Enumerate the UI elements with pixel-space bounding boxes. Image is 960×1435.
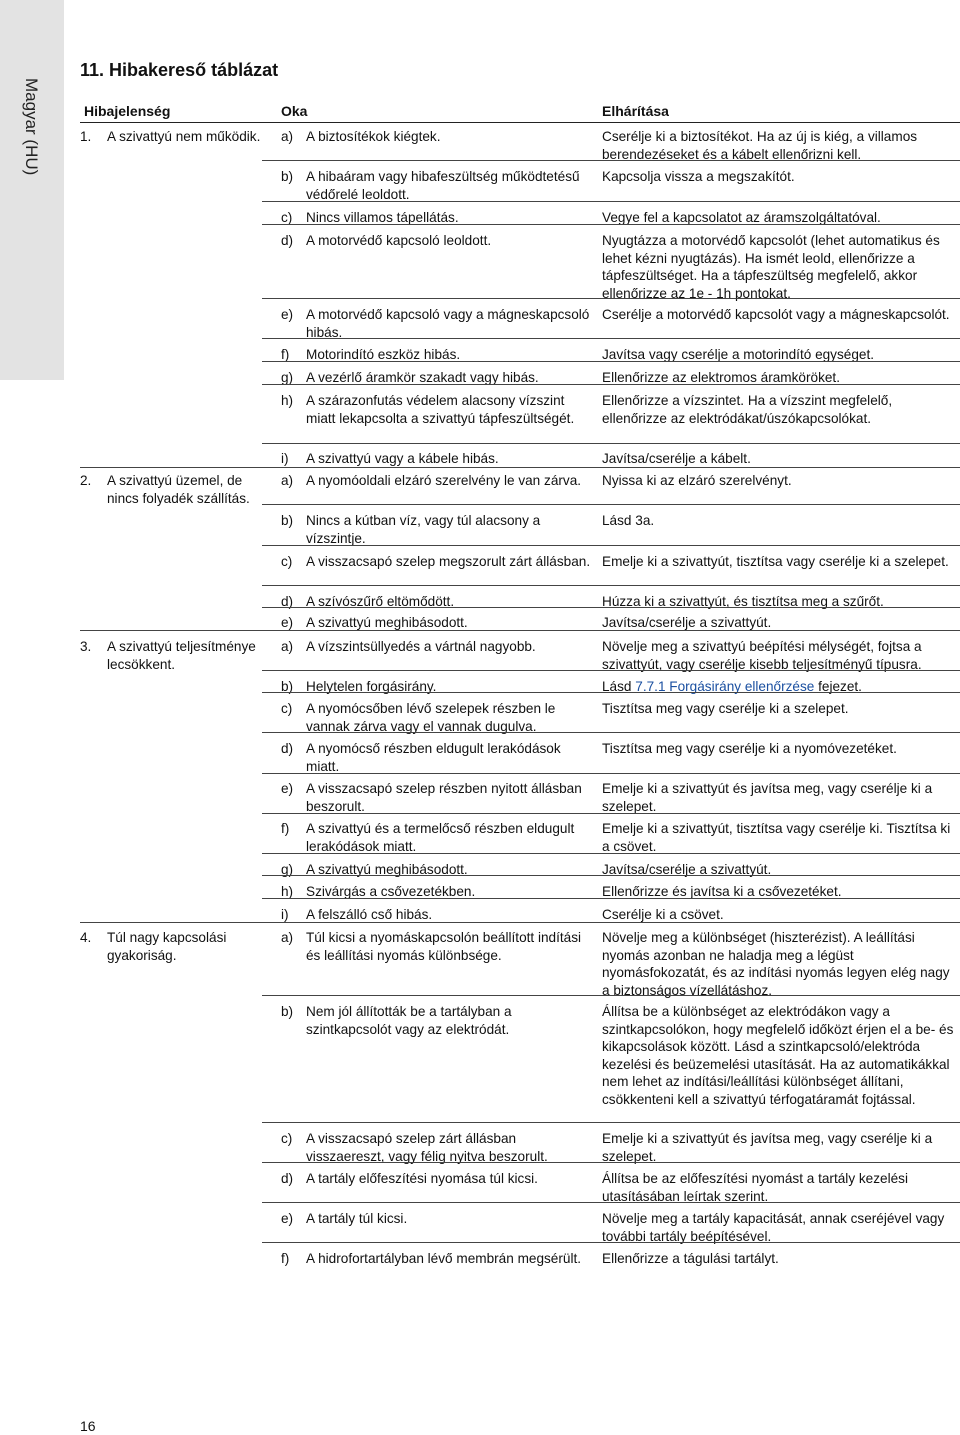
item-cause: A vezérlő áramkör szakadt vagy hibás.: [306, 370, 539, 385]
item-letter: i): [281, 451, 289, 466]
item-letter: d): [281, 1171, 294, 1186]
item-cause: A szívószűrő eltömődött.: [306, 594, 455, 609]
item-divider: [262, 607, 960, 608]
item-cause: A motorvédő kapcsoló vagy a mágneskapcsoló hibás.: [306, 307, 590, 340]
group-divider: [80, 467, 960, 468]
item-cause: A visszacsapó szelep megszorult zárt állásban.: [306, 554, 591, 569]
item-cause: A felszálló cső hibás.: [306, 907, 433, 922]
item-letter: b): [281, 1004, 294, 1019]
symptom-text: A szivattyú üzemel, de nincs folyadék szállítás.: [107, 473, 250, 506]
item-divider: [262, 1162, 960, 1163]
header-symptom: Hibajelenség: [84, 103, 171, 119]
item-letter: b): [281, 679, 294, 694]
item-remedy: Nyissa ki az elzáró szerelvényt.: [602, 473, 792, 488]
item-cause: A tartály előfeszítési nyomása túl kicsi.: [306, 1171, 538, 1186]
item-divider: [262, 773, 960, 774]
language-side-tab: [0, 0, 64, 380]
section-link[interactable]: 7.7.1 Forgásirány ellenőrzése: [635, 679, 815, 694]
symptom-text: A szivattyú nem működik.: [107, 129, 261, 144]
item-divider: [262, 995, 960, 996]
item-remedy: Húzza ki a szivattyút, és tisztítsa meg a szűrőt.: [602, 594, 884, 609]
item-cause: A szivattyú és a termelőcső részben eldugult lerakódások miatt.: [306, 821, 575, 854]
item-cause: A hidrofortartályban lévő membrán megsérült.: [306, 1251, 582, 1266]
item-remedy: Ellenőrizze az elektromos áramköröket.: [602, 370, 840, 385]
item-letter: a): [281, 129, 294, 144]
item-letter: b): [281, 169, 294, 184]
item-letter: e): [281, 1211, 294, 1226]
item-cause: A visszacsapó szelep részben nyitott állásban beszorult.: [306, 781, 582, 814]
item-letter: a): [281, 930, 294, 945]
page-title: 11. Hibakereső táblázat: [80, 60, 279, 80]
item-divider: [262, 384, 960, 385]
item-cause: A nyomóoldali elzáró szerelvény le van zárva.: [306, 473, 582, 488]
item-remedy: Cserélje a motorvédő kapcsolót vagy a mágneskapcsolót.: [602, 307, 950, 322]
item-letter: a): [281, 473, 294, 488]
item-letter: g): [281, 862, 294, 877]
item-remedy: Állítsa be a különbséget az elektródákon vagy a szintkapcsolókon, hogy megfelelő időközt érjen el a be- és kikapcsolások között. Lásd a szintkapcsoló/elektróda kezelési és beüzemelési utasítását. Ha az automatikákkal nem lehet az indítási/leállítási különbséget állítani, csökkenteni kell a szivattyú térfogatáramát fojtással.: [602, 1004, 954, 1107]
item-cause: A szivattyú meghibásodott.: [306, 862, 468, 877]
item-divider: [262, 338, 960, 339]
item-letter: d): [281, 741, 294, 756]
language-label: Magyar (HU): [22, 78, 41, 176]
symptom-text: Túl nagy kapcsolási gyakoriság.: [107, 930, 227, 963]
item-remedy: Ellenőrizze és javítsa ki a csővezetéket.: [602, 884, 842, 899]
item-divider: [262, 298, 960, 299]
item-divider: [262, 1202, 960, 1203]
item-letter: e): [281, 615, 294, 630]
item-remedy: Emelje ki a szivattyút és javítsa meg, vagy cserélje ki a szelepet.: [602, 781, 933, 814]
item-remedy: Tisztítsa meg vagy cserélje ki a szelepet.: [602, 701, 849, 716]
item-remedy: Javítsa vagy cserélje a motorindító egységet.: [602, 347, 875, 362]
item-remedy: Állítsa be az előfeszítési nyomást a tartály kezelési utasításában leírtak szerint.: [602, 1171, 908, 1204]
symptom-number: 1.: [80, 129, 92, 144]
item-cause: Motorindító eszköz hibás.: [306, 347, 461, 362]
item-letter: e): [281, 781, 294, 796]
item-remedy: Nyugtázza a motorvédő kapcsolót (lehet automatikus és lehet kézni nyugtázás). Ha ismét leold, ellenőrizze a tápfeszültséget. Ha a tápfeszültség megfelelő, akkor ellenőrizze az 1e - 1h pontokat.: [602, 233, 940, 301]
item-divider: [262, 692, 960, 693]
item-letter: f): [281, 347, 290, 362]
item-cause: Nincs a kútban víz, vagy túl alacsony a vízszintje.: [306, 513, 541, 546]
item-remedy: Lásd 3a.: [602, 513, 655, 528]
item-letter: c): [281, 701, 293, 716]
item-cause: A visszacsapó szelep zárt állásban visszaereszt, vagy félig nyitva beszorult.: [306, 1131, 548, 1164]
item-cause: A nyomócsőben lévő szelepek részben le vannak zárva vagy el vannak dugulva.: [306, 701, 556, 734]
page-number: 16: [80, 1418, 96, 1434]
item-divider: [262, 875, 960, 876]
item-remedy: Ellenőrizze a vízszintet. Ha a vízszint megfelelő, ellenőrizze az elektródákat/úszókapcsolókat.: [602, 393, 893, 426]
item-divider: [262, 160, 960, 161]
item-divider: [262, 361, 960, 362]
item-divider: [262, 732, 960, 733]
item-cause: A szivattyú meghibásodott.: [306, 615, 468, 630]
group-divider: [80, 922, 960, 923]
remedy-prefix: Lásd: [602, 679, 636, 694]
item-letter: c): [281, 210, 293, 225]
symptom-number: 4.: [80, 930, 92, 945]
item-letter: f): [281, 1251, 290, 1266]
item-letter: d): [281, 233, 294, 248]
item-cause: A biztosítékok kiégtek.: [306, 129, 441, 144]
item-divider: [262, 201, 960, 202]
item-cause: Szivárgás a csővezetékben.: [306, 884, 476, 899]
item-letter: h): [281, 393, 294, 408]
item-cause: Túl kicsi a nyomáskapcsolón beállított indítási és leállítási nyomás különbsége.: [306, 930, 582, 963]
item-remedy: Ellenőrizze a tágulási tartályt.: [602, 1251, 779, 1266]
item-letter: e): [281, 307, 294, 322]
item-remedy: Cserélje ki a csövet.: [602, 907, 724, 922]
item-letter: b): [281, 513, 294, 528]
item-remedy: Javítsa/cserélje a kábelt.: [602, 451, 751, 466]
item-divider: [262, 898, 960, 899]
item-remedy: Növelje meg a tartály kapacitását, annak cseréjével vagy további tartály beépítésével.: [602, 1211, 945, 1244]
item-divider: [262, 545, 960, 546]
item-cause: A vízszintsüllyedés a vártnál nagyobb.: [306, 639, 536, 654]
item-remedy: Kapcsolja vissza a megszakítót.: [602, 169, 795, 184]
item-letter: d): [281, 594, 294, 609]
item-divider: [262, 1122, 960, 1123]
item-remedy: Emelje ki a szivattyút, tisztítsa vagy cserélje ki. Tisztítsa ki a csövet.: [602, 821, 951, 854]
item-divider: [262, 853, 960, 854]
item-cause: A szárazonfutás védelem alacsony vízszint miatt lekapcsolta a szivattyú tápfeszültségét.: [306, 393, 575, 426]
item-divider: [262, 585, 960, 586]
item-divider: [262, 504, 960, 505]
item-cause: A nyomócső részben eldugult lerakódások miatt.: [306, 741, 561, 774]
item-divider: [262, 1242, 960, 1243]
item-remedy: Növelje meg a szivattyú beépítési mélységét, fojtsa a szivattyút, vagy cserélje kisebb teljesítményű típusra.: [602, 639, 922, 672]
symptom-number: 3.: [80, 639, 92, 654]
item-divider: [262, 813, 960, 814]
symptom-number: 2.: [80, 473, 92, 488]
header-divider: [80, 122, 960, 123]
item-remedy: Vegye fel a kapcsolatot az áramszolgáltatóval.: [602, 210, 881, 225]
group-divider: [80, 630, 960, 631]
item-cause: A szivattyú vagy a kábele hibás.: [306, 451, 499, 466]
item-remedy: Cserélje ki a biztosítékot. Ha az új is kiég, a villamos berendezéseket és a kábelt ellenőrizni kell.: [602, 129, 918, 162]
item-divider: [262, 670, 960, 671]
symptom-text: A szivattyú teljesítménye lecsökkent.: [107, 639, 256, 672]
item-letter: f): [281, 821, 290, 836]
item-letter: c): [281, 554, 293, 569]
item-cause: A hibaáram vagy hibafeszültség működtetésű védőrelé leoldott.: [306, 169, 580, 202]
item-remedy: Növelje meg a különbséget (hiszterézist). A leállítási nyomás azonban ne haladja meg a légüst nyomásfokozatát, és az indítási nyomás legyen elég nagy a biztonságos vízellátáshoz.: [602, 930, 950, 998]
item-cause: A tartály túl kicsi.: [306, 1211, 408, 1226]
item-letter: a): [281, 639, 294, 654]
item-divider: [262, 443, 960, 444]
item-letter: g): [281, 370, 294, 385]
item-remedy: Emelje ki a szivattyút, tisztítsa vagy cserélje ki a szelepet.: [602, 554, 949, 569]
item-cause: A motorvédő kapcsoló leoldott.: [306, 233, 492, 248]
item-letter: c): [281, 1131, 293, 1146]
item-letter: h): [281, 884, 294, 899]
item-cause: Nincs villamos tápellátás.: [306, 210, 459, 225]
remedy-suffix: fejezet.: [814, 679, 862, 694]
header-cause: Oka: [281, 103, 308, 119]
item-remedy: Javítsa/cserélje a szivattyút.: [602, 862, 772, 877]
item-cause: Helytelen forgásirány.: [306, 679, 437, 694]
item-remedy: Javítsa/cserélje a szivattyút.: [602, 615, 772, 630]
header-remedy: Elhárítása: [602, 103, 669, 119]
item-remedy: Emelje ki a szivattyút és javítsa meg, vagy cserélje ki a szelepet.: [602, 1131, 933, 1164]
item-cause: Nem jól állították be a tartályban a szintkapcsolót vagy az elektródát.: [306, 1004, 512, 1037]
item-letter: i): [281, 907, 289, 922]
item-remedy: Tisztítsa meg vagy cserélje ki a nyomóvezetéket.: [602, 741, 897, 756]
item-divider: [262, 224, 960, 225]
